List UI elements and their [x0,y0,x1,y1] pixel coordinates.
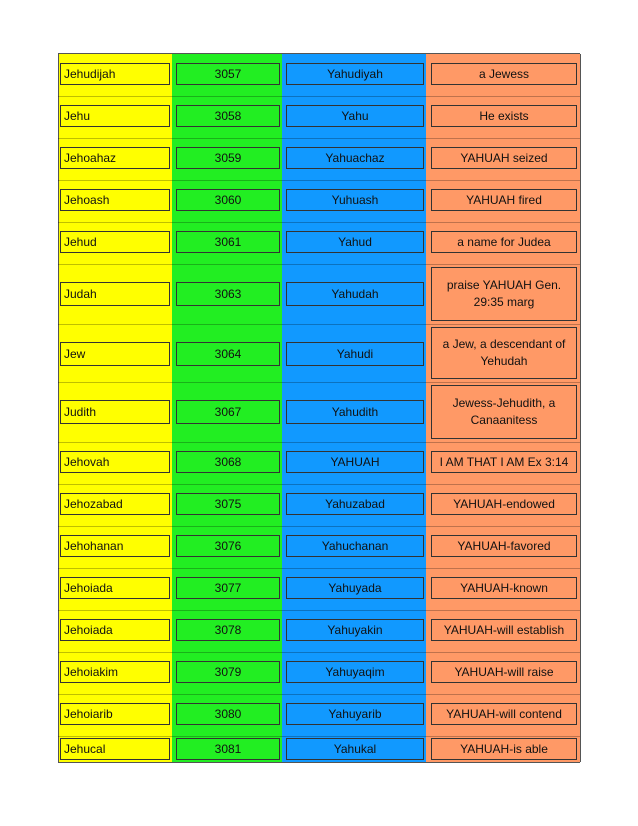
meaning-cell: YAHUAH-will raise [431,661,577,683]
name-cell: Jehu [60,105,170,127]
name-cell: Jehohanan [60,535,170,557]
row-separator [58,96,580,97]
row-separator [58,324,580,325]
hebrew-cell: Yahud [286,231,424,253]
number-cell: 3061 [176,231,280,253]
names-table [58,53,580,763]
name-cell: Jehoash [60,189,170,211]
meaning-cell: a Jewess [431,63,577,85]
name-cell: Judah [60,282,170,306]
hebrew-cell: Yahuyarib [286,703,424,725]
name-cell: Jehoiakim [60,661,170,683]
row-separator [58,568,580,569]
number-cell: 3057 [176,63,280,85]
hebrew-cell: YAHUAH [286,451,424,473]
hebrew-cell: Yahudi [286,342,424,366]
name-cell: Judith [60,400,170,424]
number-cell: 3063 [176,282,280,306]
row-separator [58,442,580,443]
meaning-cell: a Jew, a descendant of Yehudah [431,327,577,379]
row-separator [58,694,580,695]
number-cell: 3081 [176,738,280,760]
number-cell: 3067 [176,400,280,424]
row-separator [58,180,580,181]
hebrew-cell: Yahu [286,105,424,127]
meaning-cell: YAHUAH fired [431,189,577,211]
name-cell: Jehudijah [60,63,170,85]
number-cell: 3077 [176,577,280,599]
hebrew-cell: Yahuyada [286,577,424,599]
number-cell: 3079 [176,661,280,683]
meaning-cell: He exists [431,105,577,127]
hebrew-cell: Yahudiyah [286,63,424,85]
number-cell: 3075 [176,493,280,515]
name-cell: Jehoiada [60,577,170,599]
hebrew-cell: Yahukal [286,738,424,760]
name-cell: Jehoahaz [60,147,170,169]
meaning-cell: praise YAHUAH Gen. 29:35 marg [431,267,577,321]
hebrew-cell: Yahuzabad [286,493,424,515]
meaning-cell: YAHUAH-will contend [431,703,577,725]
row-separator [58,264,580,265]
row-separator [58,652,580,653]
meaning-cell: YAHUAH-will establish [431,619,577,641]
hebrew-cell: Yahuchanan [286,535,424,557]
name-cell: Jehoiada [60,619,170,641]
hebrew-cell: Yahuyakin [286,619,424,641]
meaning-cell: YAHUAH-favored [431,535,577,557]
meaning-cell: Jewess-Jehudith, a Canaanitess [431,385,577,439]
number-cell: 3060 [176,189,280,211]
hebrew-cell: Yahudith [286,400,424,424]
number-cell: 3068 [176,451,280,473]
number-cell: 3080 [176,703,280,725]
row-separator [58,222,580,223]
number-cell: 3076 [176,535,280,557]
row-separator [58,526,580,527]
hebrew-cell: Yuhuash [286,189,424,211]
name-cell: Jehud [60,231,170,253]
name-cell: Jehoiarib [60,703,170,725]
row-separator [58,610,580,611]
row-separator [58,138,580,139]
number-cell: 3059 [176,147,280,169]
hebrew-cell: Yahuachaz [286,147,424,169]
name-cell: Jew [60,342,170,366]
number-cell: 3058 [176,105,280,127]
meaning-cell: YAHUAH-endowed [431,493,577,515]
meaning-cell: YAHUAH seized [431,147,577,169]
name-cell: Jehucal [60,738,170,760]
meaning-cell: YAHUAH-known [431,577,577,599]
meaning-cell: YAHUAH-is able [431,738,577,760]
row-separator [58,484,580,485]
number-cell: 3064 [176,342,280,366]
meaning-cell: a name for Judea [431,231,577,253]
row-separator [58,736,580,737]
name-cell: Jehozabad [60,493,170,515]
number-cell: 3078 [176,619,280,641]
hebrew-cell: Yahudah [286,282,424,306]
name-cell: Jehovah [60,451,170,473]
row-separator [58,382,580,383]
hebrew-cell: Yahuyaqim [286,661,424,683]
meaning-cell: I AM THAT I AM Ex 3:14 [431,451,577,473]
